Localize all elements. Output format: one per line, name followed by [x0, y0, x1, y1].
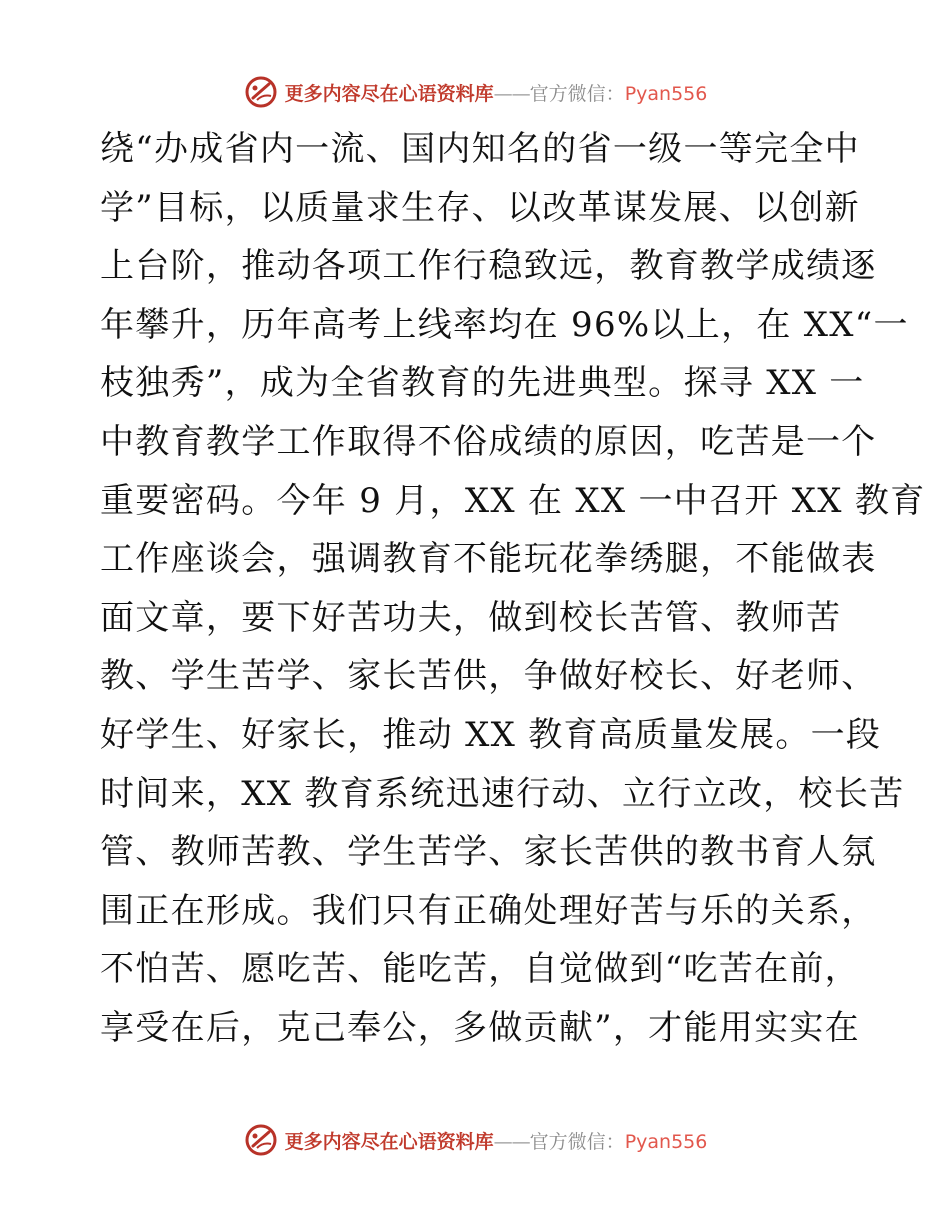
footer-banner-text: [285, 1127, 708, 1154]
footer-wechat-id: Pyan556: [624, 1130, 708, 1153]
body-line: 工作座谈会，强调教育不能玩花拳绣腿，不能做表: [100, 539, 877, 580]
body-line: 学”目标，以质量求生存、以改革谋发展、以创新: [100, 187, 860, 228]
body-line: 重要密码。今年 9 月，XX 在 XX 一中召开 XX 教育: [100, 480, 926, 521]
body-line: 教、学生苦学、家长苦供，争做好校长、好老师、: [100, 656, 877, 697]
document-body: [100, 120, 926, 1058]
logo-icon: [243, 74, 279, 110]
header-banner-text: [285, 79, 708, 106]
body-line: 上台阶，推动各项工作行稳致远，教育教学成绩逐: [100, 246, 877, 287]
body-line: 围正在形成。我们只有正确处理好苦与乐的关系，: [100, 890, 877, 931]
logo-icon: [243, 1122, 279, 1158]
body-line: 享受在后，克己奉公，多做贡献”，才能用实实在: [100, 1007, 860, 1048]
header-banner-dash: ——: [493, 82, 530, 105]
body-line: 不怕苦、愿吃苦、能吃苦，自觉做到“吃苦在前，: [100, 949, 860, 990]
footer-banner-dash: ——: [493, 1130, 530, 1153]
body-line: 中教育教学工作取得不俗成绩的原因，吃苦是一个: [100, 421, 877, 462]
footer-banner: [0, 1120, 950, 1160]
footer-banner-main: 更多内容尽在心语资料库: [284, 1130, 494, 1153]
header-banner-main: 更多内容尽在心语资料库: [284, 82, 494, 105]
footer-wechat-label: 官方微信：: [529, 1130, 625, 1153]
header-banner: [0, 72, 950, 112]
header-wechat-id: Pyan556: [624, 82, 708, 105]
body-line: 管、教师苦教、学生苦学、家长苦供的教书育人氛: [100, 832, 877, 873]
body-line: 年攀升，历年高考上线率均在 96%以上，在 XX“一: [100, 304, 909, 345]
header-wechat-label: 官方微信：: [529, 82, 625, 105]
body-line: 好学生、好家长，推动 XX 教育高质量发展。一段: [100, 714, 882, 755]
body-line: 绕“办成省内一流、国内知名的省一级一等完全中: [100, 129, 860, 169]
body-line: 时间来，XX 教育系统迅速行动、立行立改，校长苦: [100, 773, 905, 814]
body-line: 枝独秀”，成为全省教育的先进典型。探寻 XX 一: [100, 363, 865, 404]
body-line: 面文章，要下好苦功夫，做到校长苦管、教师苦: [100, 597, 842, 638]
